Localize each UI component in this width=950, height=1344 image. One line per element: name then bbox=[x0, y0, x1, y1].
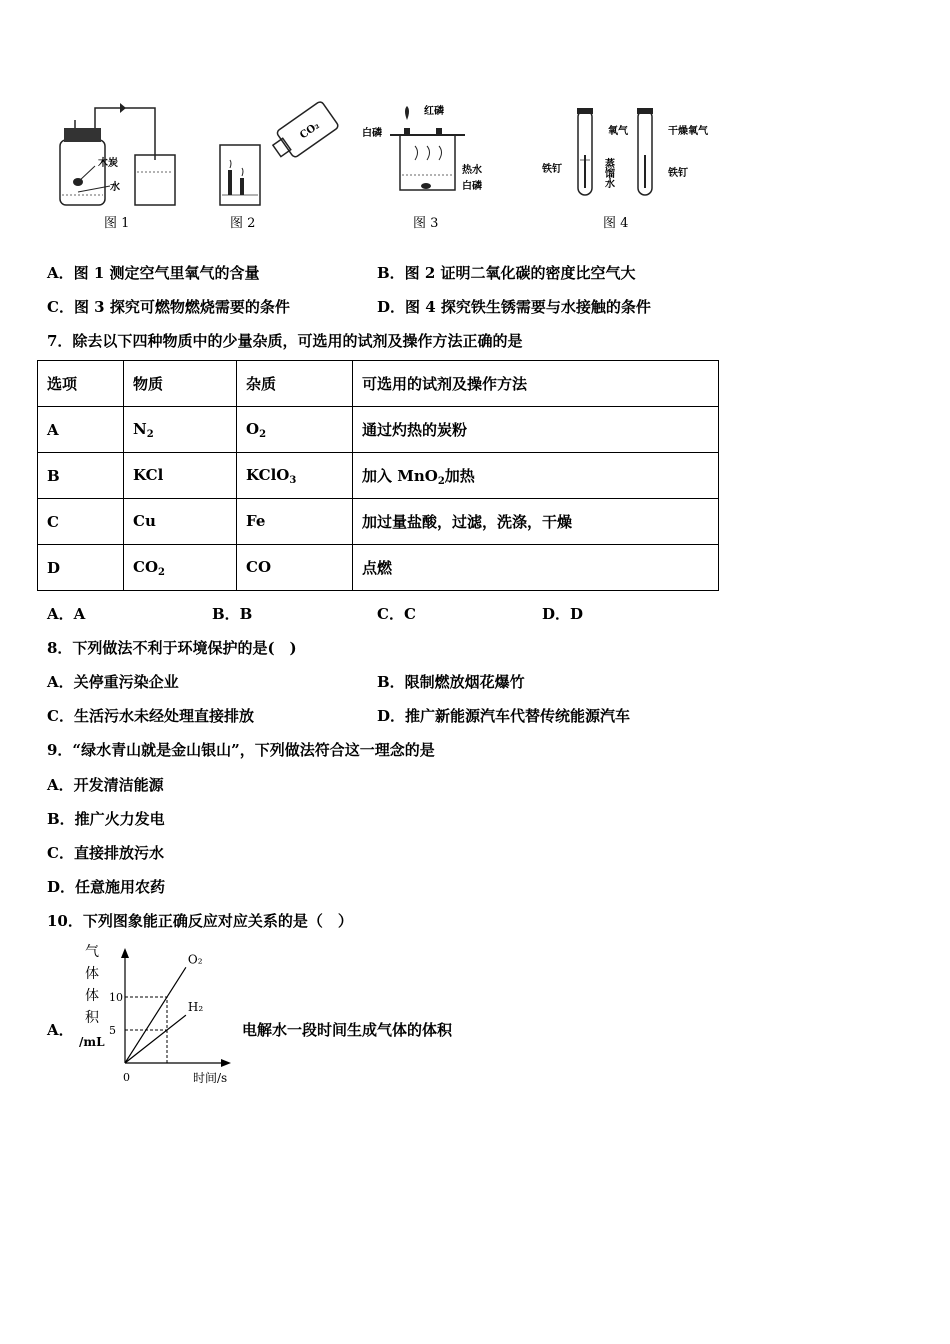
chart-x-axis-label: 时间/s bbox=[193, 1071, 228, 1085]
q7-answer-d: D．D bbox=[542, 605, 584, 623]
figure-3-caption: 图 3 bbox=[413, 216, 439, 231]
figure-4-caption: 图 4 bbox=[603, 216, 629, 231]
chart-y-tick-label: 5 bbox=[109, 1024, 116, 1037]
q10-option-a-label: A． bbox=[47, 1021, 74, 1039]
fig1-charcoal-label: 木炭 bbox=[98, 158, 118, 169]
fig3-red-phosphorus-label: 红磷 bbox=[424, 106, 444, 117]
fig3-white-phosphorus-bottom-label: 白磷 bbox=[462, 181, 482, 192]
q6-option-b: B．图 2 证明二氧化碳的密度比空气大 bbox=[377, 264, 636, 282]
impurity-cell: CO bbox=[237, 545, 353, 591]
method-cell: 点燃 bbox=[353, 545, 719, 591]
table-header-row bbox=[38, 361, 719, 407]
q10-stem: 10．下列图象能正确反应对应关系的是（ ） bbox=[47, 912, 353, 930]
q10-chart bbox=[75, 940, 240, 1090]
figure-4-apparatus bbox=[540, 100, 708, 215]
chart-series-label: O₂ bbox=[187, 952, 203, 967]
q7-stem: 7．除去以下四种物质中的少量杂质，可选用的试剂及操作方法正确的是 bbox=[47, 332, 523, 350]
option-cell: A bbox=[38, 407, 124, 453]
impurity-cell: $O_2$ bbox=[237, 407, 353, 453]
header-cell: 选项 bbox=[38, 361, 124, 407]
fig4-dry-oxygen-label: 干燥氧气 bbox=[668, 126, 708, 137]
q9-option-d: D．任意施用农药 bbox=[47, 878, 166, 896]
substance-cell: $CO_2$ bbox=[124, 545, 237, 591]
chart-y-axis-label-char: 积 bbox=[85, 1010, 99, 1026]
header-cell: 物质 bbox=[124, 361, 237, 407]
q8-option-b: B．限制燃放烟花爆竹 bbox=[377, 673, 525, 691]
q6-option-a: A．图 1 测定空气里氧气的含量 bbox=[47, 264, 260, 282]
q9-option-a: A．开发清洁能源 bbox=[47, 776, 164, 794]
fig3-hot-water-label: 热水 bbox=[462, 165, 482, 176]
figure-2-apparatus bbox=[210, 100, 340, 215]
chart-y-axis-label-char: 体 bbox=[85, 988, 99, 1004]
q6-option-c: C．图 3 探究可燃物燃烧需要的条件 bbox=[47, 298, 290, 316]
q7-table bbox=[37, 360, 719, 591]
fig4-distilled-water-label: 蒸馏水 bbox=[602, 158, 614, 188]
substance-cell: $N_2$ bbox=[124, 407, 237, 453]
header-cell: 可选用的试剂及操作方法 bbox=[353, 361, 719, 407]
figure-2-caption: 图 2 bbox=[230, 216, 256, 231]
q8-stem: 8．下列做法不利于环境保护的是( ) bbox=[47, 639, 297, 657]
fig4-nail-left-label: 铁钉 bbox=[542, 164, 562, 175]
q10-option-a-text: 电解水一段时间生成气体的体积 bbox=[242, 1021, 453, 1039]
fig1-water-label: 水 bbox=[110, 182, 120, 193]
fig3-white-phosphorus-top-label: 白磷 bbox=[362, 128, 382, 139]
q8-option-a: A．关停重污染企业 bbox=[47, 673, 179, 691]
chart-y-axis-label-char: 体 bbox=[85, 966, 99, 982]
q7-answer-b: B．B bbox=[212, 605, 253, 623]
impurity-cell: KClO$_3$ bbox=[237, 453, 353, 499]
q6-option-d: D．图 4 探究铁生锈需要与水接触的条件 bbox=[377, 298, 651, 316]
q9-option-b: B．推广火力发电 bbox=[47, 810, 165, 828]
q8-option-c: C．生活污水未经处理直接排放 bbox=[47, 707, 254, 725]
chart-y-unit-label: /mL bbox=[79, 1035, 105, 1049]
figure-1-caption: 图 1 bbox=[104, 216, 130, 231]
fig4-oxygen-label: 氧气 bbox=[608, 126, 628, 137]
impurity-cell: Fe bbox=[237, 499, 353, 545]
header-cell: 杂质 bbox=[237, 361, 353, 407]
q9-option-c: C．直接排放污水 bbox=[47, 844, 164, 862]
method-cell: 加过量盐酸，过滤，洗涤，干燥 bbox=[353, 499, 719, 545]
table-row bbox=[38, 499, 719, 545]
substance-cell: Cu bbox=[124, 499, 237, 545]
figure-3-apparatus bbox=[360, 100, 500, 215]
table-row bbox=[38, 407, 719, 453]
chart-series-label: H₂ bbox=[187, 1000, 204, 1015]
table-row bbox=[38, 545, 719, 591]
chart-y-tick-label: 10 bbox=[109, 991, 123, 1004]
chart-origin-label: 0 bbox=[123, 1071, 130, 1084]
option-cell: B bbox=[38, 453, 124, 499]
q9-stem: 9．“绿水青山就是金山银山”，下列做法符合这一理念的是 bbox=[47, 741, 435, 759]
q7-answer-a: A．A bbox=[47, 605, 86, 623]
fig4-nail-right-label: 铁钉 bbox=[668, 168, 688, 179]
q7-answer-c: C．C bbox=[377, 605, 416, 623]
substance-cell: KCl bbox=[124, 453, 237, 499]
figure-1-apparatus bbox=[50, 100, 180, 215]
table-row bbox=[38, 453, 719, 499]
chart-series-line bbox=[125, 1015, 186, 1063]
option-cell: C bbox=[38, 499, 124, 545]
fig2-bottle-label: CO₂ bbox=[298, 120, 322, 142]
method-cell: 通过灼热的炭粉 bbox=[353, 407, 719, 453]
option-cell: D bbox=[38, 545, 124, 591]
chart-series-line bbox=[125, 967, 186, 1063]
chart-y-axis-label-char: 气 bbox=[85, 944, 99, 960]
q8-option-d: D．推广新能源汽车代替传统能源汽车 bbox=[377, 707, 631, 725]
method-cell: 加入 MnO$_2$加热 bbox=[353, 453, 719, 499]
